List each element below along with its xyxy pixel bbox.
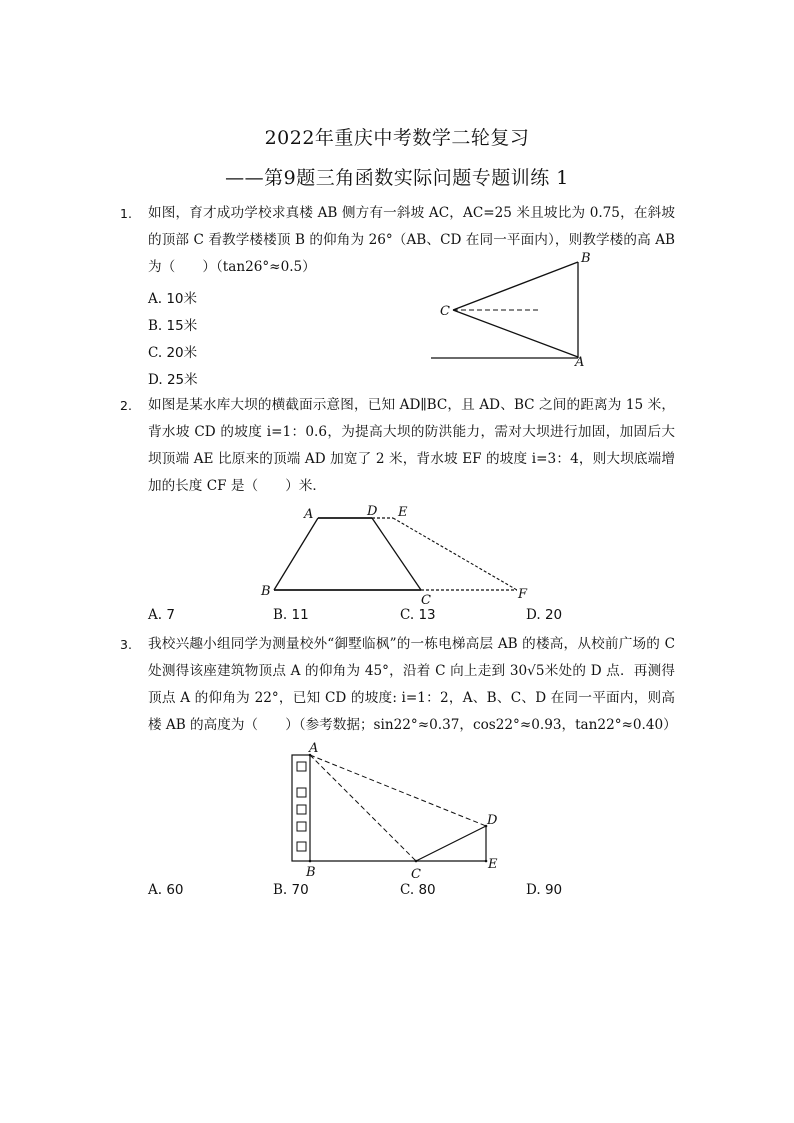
q2-option-c[interactable]: C. 13 [400,607,436,623]
question-text: 如图，育才成功学校求真楼 AB 侧方有一斜坡 AC，AC=25 米且坡比为 0.75，在斜坡的顶部 C 看教学楼楼顶 B 的仰角为 26°（AB、CD 在同一平面内），则教学楼的高 AB 为（ ）（tan26°≈0.5） [148,205,675,275]
fig3-label-b: B [306,865,316,880]
fig3-label-e: E [488,857,498,872]
question-2 [120,392,675,500]
q2-option-b[interactable]: B. 11 [273,607,309,623]
q1-option-d[interactable]: D. 25米 [148,372,198,388]
fig2-label-a: A [304,507,314,522]
question-3 [120,631,675,739]
fig3-label-c: C [411,867,421,882]
q3-option-b[interactable]: B. 70 [273,882,309,898]
figure-3-building-diagram [292,755,486,861]
document-title: 2022年重庆中考数学二轮复习 [264,127,530,149]
question-text: 如图是某水库大坝的横截面示意图，已知 AD∥BC，且 AD、BC 之间的距离为 15 米，背水坡 CD 的坡度 i=1：0.6，为提高大坝的防洪能力，需对大坝进行加固，加固后大坝顶端 AE 比原来的顶端 AD 加宽了 2 米，背水坡 EF 的坡度 i=3：4，则大坝底端增加的长度 CF 是（ ）米． [148,397,675,494]
document-subtitle: ——第9题三角函数实际问题专题训练 1 [225,167,569,189]
question-number: 2. [120,398,132,413]
figure-2-dam-diagram [274,518,517,590]
q2-option-a[interactable]: A. 7 [148,607,175,623]
fig3-label-d: D [487,813,498,828]
question-text: 我校兴趣小组同学为测量校外“御墅临枫”的一栋电梯高层 AB 的楼高，从校前广场的 C 处测得该座建筑物顶点 A 的仰角为 45°，沿着 C 向上走到 30√5米处的 D 点．再测得顶点 A 的仰角为 22°，已知 CD 的坡度: i=1：2，A、B、C、D 在同一平面内，则高楼 AB 的高度为（ ）（参考数据；sin22°≈0.37，cos22°≈0.93，tan22°≈0.40） [148,636,677,733]
q1-option-b[interactable]: B. 15米 [148,318,198,334]
q1-option-a[interactable]: A. 10米 [148,291,198,307]
q1-option-c[interactable]: C. 20米 [148,345,198,361]
q3-option-a[interactable]: A. 60 [148,882,184,898]
figure-1-slope-diagram [431,262,578,358]
fig1-label-a: A [575,355,585,370]
q2-option-d[interactable]: D. 20 [526,607,563,623]
fig2-label-e: E [398,505,408,520]
fig3-points [309,754,488,863]
fig2-label-f: F [518,587,528,602]
fig1-label-c: C [440,304,450,319]
question-number: 3. [120,637,132,652]
q3-option-d[interactable]: D. 90 [526,882,563,898]
question-number: 1. [120,206,132,221]
fig1-label-b: B [581,251,591,266]
fig3-label-a: A [309,741,319,756]
q3-option-c[interactable]: C. 80 [400,882,436,898]
fig2-label-b: B [261,584,271,599]
fig2-label-d: D [367,504,378,519]
fig2-label-c: C [421,593,431,608]
